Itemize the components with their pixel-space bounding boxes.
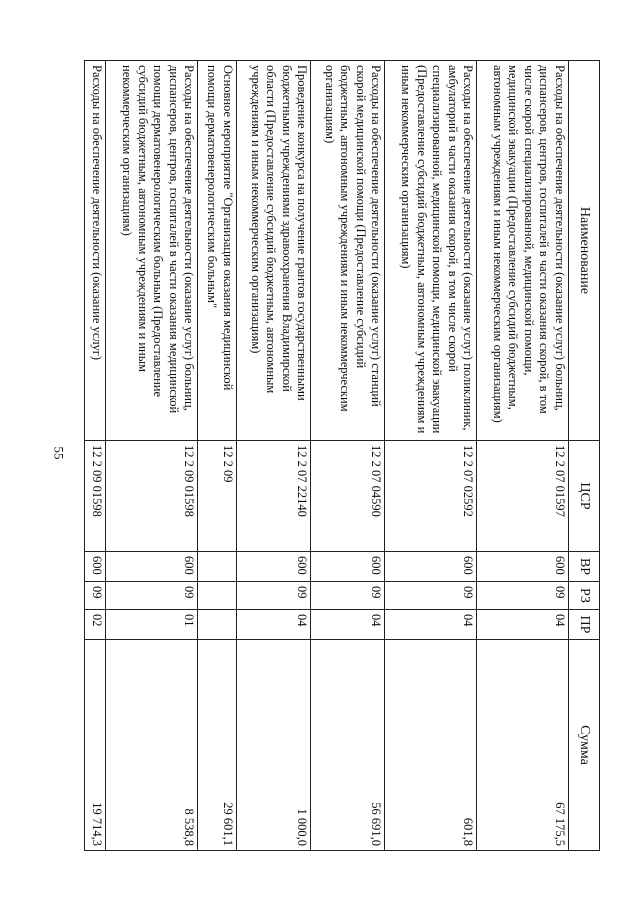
row-name: Расходы на обеспечение деятельности (оказание услуг) больниц, диспансеров, центров, госпиталей в части оказания скорой, в том числе скорой специализированной, медицинской помощи, медицинской эвакуации (Предоставление субсидий бюджетным, автономным учреждениям и иным некоммерческим организациям) xyxy=(477,61,569,441)
row-csr: 12 2 09 01598 xyxy=(106,441,198,552)
row-vr xyxy=(198,552,237,582)
row-name: Основное мероприятие "Организация оказания медицинской помощи дерматовенерологическим больным" xyxy=(198,61,237,441)
row-csr: 12 2 07 01597 xyxy=(477,441,569,552)
row-csr: 12 2 09 xyxy=(198,441,237,552)
row-sum: 56 691,0 xyxy=(311,640,385,851)
table-row xyxy=(198,61,237,851)
row-pr: 04 xyxy=(311,610,385,640)
row-rz: 09 xyxy=(106,582,198,610)
row-pr: 02 xyxy=(85,610,106,640)
header-rz: РЗ xyxy=(569,582,600,610)
row-name: Расходы на обеспечение деятельности (оказание услуг) больниц, диспансеров, центров, госпиталей в части оказания медицинской помощи дерматовенерологическим больным (Предоставление субсидий бюджетным, автономным учреждениям и иным некоммерческим организациям) xyxy=(106,61,198,441)
row-sum: 67 175,5 xyxy=(477,640,569,851)
row-pr: 04 xyxy=(385,610,477,640)
row-csr: 12 2 09 01598 xyxy=(85,441,106,552)
row-rz: 09 xyxy=(85,582,106,610)
row-vr: 600 xyxy=(385,552,477,582)
header-sum: Сумма xyxy=(569,640,600,851)
row-vr: 600 xyxy=(311,552,385,582)
row-sum: 601,8 xyxy=(385,640,477,851)
row-vr: 600 xyxy=(236,552,310,582)
row-pr: 04 xyxy=(236,610,310,640)
row-sum: 19 714,3 xyxy=(85,640,106,851)
row-sum: 1 000,0 xyxy=(236,640,310,851)
table-row xyxy=(236,61,310,851)
header-vr: ВР xyxy=(569,552,600,582)
table-row xyxy=(311,61,385,851)
table-row xyxy=(106,61,198,851)
header-pr: ПР xyxy=(569,610,600,640)
row-name: Расходы на обеспечение деятельности (оказание услуг) станций скорой медицинской помощи (Предоставление субсидий бюджетным, автономным учреждениям и иным некоммерческим организациям) xyxy=(311,61,385,441)
row-rz: 09 xyxy=(236,582,310,610)
table-row xyxy=(385,61,477,851)
row-csr: 12 2 07 22140 xyxy=(236,441,310,552)
rotated-page-content xyxy=(84,60,600,850)
row-name: Проведение конкурса на получение грантов государственными бюджетными учреждениями здравоохранения Владимирской области (Предоставление субсидий бюджетным, автономным учреждениям и иным некоммерческим организациям) xyxy=(236,61,310,441)
row-csr: 12 2 07 02592 xyxy=(385,441,477,552)
row-vr: 600 xyxy=(477,552,569,582)
row-pr xyxy=(198,610,237,640)
row-vr: 600 xyxy=(106,552,198,582)
table-header-row xyxy=(569,61,600,851)
row-rz xyxy=(198,582,237,610)
header-name: Наименование xyxy=(569,61,600,441)
row-rz: 09 xyxy=(311,582,385,610)
row-pr: 04 xyxy=(477,610,569,640)
row-rz: 09 xyxy=(477,582,569,610)
row-sum: 29 601,1 xyxy=(198,640,237,851)
header-csr: ЦСР xyxy=(569,441,600,552)
row-sum: 8 538,8 xyxy=(106,640,198,851)
row-name: Расходы на обеспечение деятельности (оказание услуг) xyxy=(85,61,106,441)
row-vr: 600 xyxy=(85,552,106,582)
row-pr: 01 xyxy=(106,610,198,640)
row-name: Расходы на обеспечение деятельности (оказание услуг) поликлиник, амбулаторий в части оказания скорой, в том числе скорой специализированной, медицинской помощи, медицинской эвакуации (Предоставление субсидий бюджетным, автономным учреждениям и иным некоммерческим организациям) xyxy=(385,61,477,441)
page-number: 55 xyxy=(51,446,67,460)
row-csr: 12 2 07 04590 xyxy=(311,441,385,552)
row-rz: 09 xyxy=(385,582,477,610)
table-row xyxy=(85,61,106,851)
budget-table xyxy=(84,60,600,851)
table-row xyxy=(477,61,569,851)
